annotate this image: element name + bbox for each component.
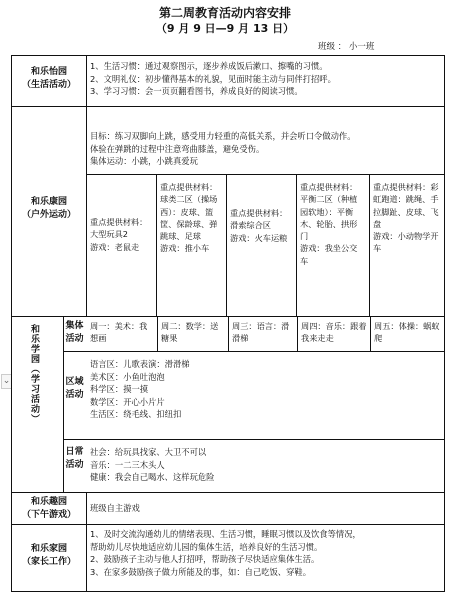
group-activity-thu: 周四：音乐：跟着我来走走 [301,321,367,344]
activity-game: 游戏：老鼠走 [90,241,140,252]
home-line: 2、鼓励孩子主动与他人打招呼，帮助孩子尽快适应集体生活。 [90,554,320,564]
activity-materials: 重点提供材料：大型玩具2 [90,217,148,240]
row-divider [63,351,444,352]
learning-header: 和乐学园（学习活动） [29,324,39,424]
daily-activity-label: 日常活动 [65,447,84,470]
outdoor-goal [90,130,356,168]
outdoor-activity-5 [373,181,440,255]
home-header [12,543,86,569]
life-line: 3、学习习惯：会一页页翻看图书，养成良好的阅读习惯。 [90,86,303,96]
games-header-title: 和乐趣园 [30,497,67,507]
outdoor-header [12,196,86,222]
col-divider [157,316,158,351]
goal-line: 集体运动：小跳，小跳真爱玩 [90,156,198,166]
col-divider [296,174,297,316]
area-line: 语言区：儿歌表演：滑滑梯 [90,359,190,369]
home-header-subtitle: （家长工作） [21,557,76,567]
row-divider [12,524,444,525]
activity-materials: 重点提供材料：彩虹跑道：跳绳、手拉脚趾、皮球、飞盘 [373,182,439,229]
life-line: 1、生活习惯：通过观察图示，逐步养成饭后漱口、擦嘴的习惯。 [90,61,328,71]
outdoor-activity-4 [300,181,365,267]
life-line: 2、文明礼仪：初步懂得基本的礼貌，见面时能主动与同伴打招呼。 [90,73,336,84]
page-title: 第二周教育活动内容安排 [158,6,291,20]
group-activity-label: 集体活动 [65,321,84,344]
life-header [12,66,86,92]
row-divider [63,439,444,440]
games-header [12,496,86,522]
area-line: 数学区：开心小片片 [90,396,165,407]
games-header-subtitle: （下午游戏） [21,510,76,520]
daily-line: 音乐：一二三木头人 [90,459,165,470]
area-activity-content [90,358,190,421]
group-activity-tue: 周二：数学：送糖果 [161,321,219,344]
area-line: 生活区：绕毛线、扣纽扣 [90,409,182,419]
daily-activity-content [90,446,214,484]
col-divider [86,56,87,316]
area-line: 科学区：摸一摸 [90,384,149,394]
outdoor-activity-3 [230,207,292,244]
goal-line: 体验在弹跳的过程中注意弯曲膝盖，避免受伤。 [90,143,265,154]
life-content [90,60,336,98]
outdoor-activity-1 [90,216,152,253]
group-activity-wed: 周三：语言：滑滑梯 [232,321,290,344]
row-divider [86,174,444,175]
col-divider [86,492,87,592]
schedule-table [11,55,445,592]
activity-materials: 重点提供材料：滑索综合区 [230,208,288,231]
area-activity-label: 区域活动 [65,377,84,400]
home-header-title: 和乐家园 [30,544,67,554]
daily-line: 健康：我会自己喝水、这样玩危险 [90,472,215,482]
daily-line: 社会：给玩具找家、大卫不可以 [90,447,207,457]
activity-materials: 重点提供材料：平衡二区（种植园软地）：平衡木、轮胎、拱形门 [300,182,358,242]
date-range: （9 月 9 日—9 月 13 日） [155,22,295,35]
activity-materials: 重点提供材料：球类二区（操场西）：皮球、篮筐、保龄球、弹跳球、足球 [160,182,218,242]
home-line: 3、在家多鼓励孩子做力所能及的事，如：自己吃饭、穿鞋。 [90,566,311,577]
activity-game: 游戏：我坐公交车 [300,243,358,266]
games-content: 班级自主游戏 [90,503,140,513]
home-line: 帮助幼儿尽快地适应幼儿园的集体生活，培养良好的生活习惯。 [90,541,323,552]
col-divider [228,316,229,351]
area-line: 美术区：小鱼吐泡泡 [90,371,165,382]
outdoor-header-title: 和乐康园 [30,197,67,207]
home-content [90,528,361,578]
group-activity-fri: 周五：体操：蜗蚁爬 [374,321,440,344]
col-divider [369,174,370,316]
row-divider [12,106,444,107]
col-divider [156,174,157,316]
home-line: 1、及时交流沟通幼儿的情绪表现、生活习惯，睡眠习惯以及饮食等情况， [90,529,361,539]
life-header-subtitle: （生活活动） [21,80,76,90]
goal-line: 目标：练习双脚向上跳，感受用力轻重的高低关系，并会听口令做动作。 [90,131,356,141]
col-divider [226,174,227,316]
activity-game: 游戏：小动物学开车 [373,231,439,254]
outdoor-header-subtitle: （户外运动） [21,210,76,220]
col-divider [297,316,298,351]
activity-game: 游戏：火车运粮 [230,232,288,243]
class-label: 班级 ： 小一班 [318,42,375,52]
activity-game: 游戏：推小车 [160,243,210,254]
col-divider [370,316,371,351]
group-activity-mon: 周一：美术：我想画 [90,321,148,344]
outdoor-activity-2 [160,181,222,255]
collapse-chevron-icon[interactable]: ⌄ [1,374,12,389]
row-divider [12,492,444,493]
life-header-title: 和乐怡园 [30,67,67,77]
